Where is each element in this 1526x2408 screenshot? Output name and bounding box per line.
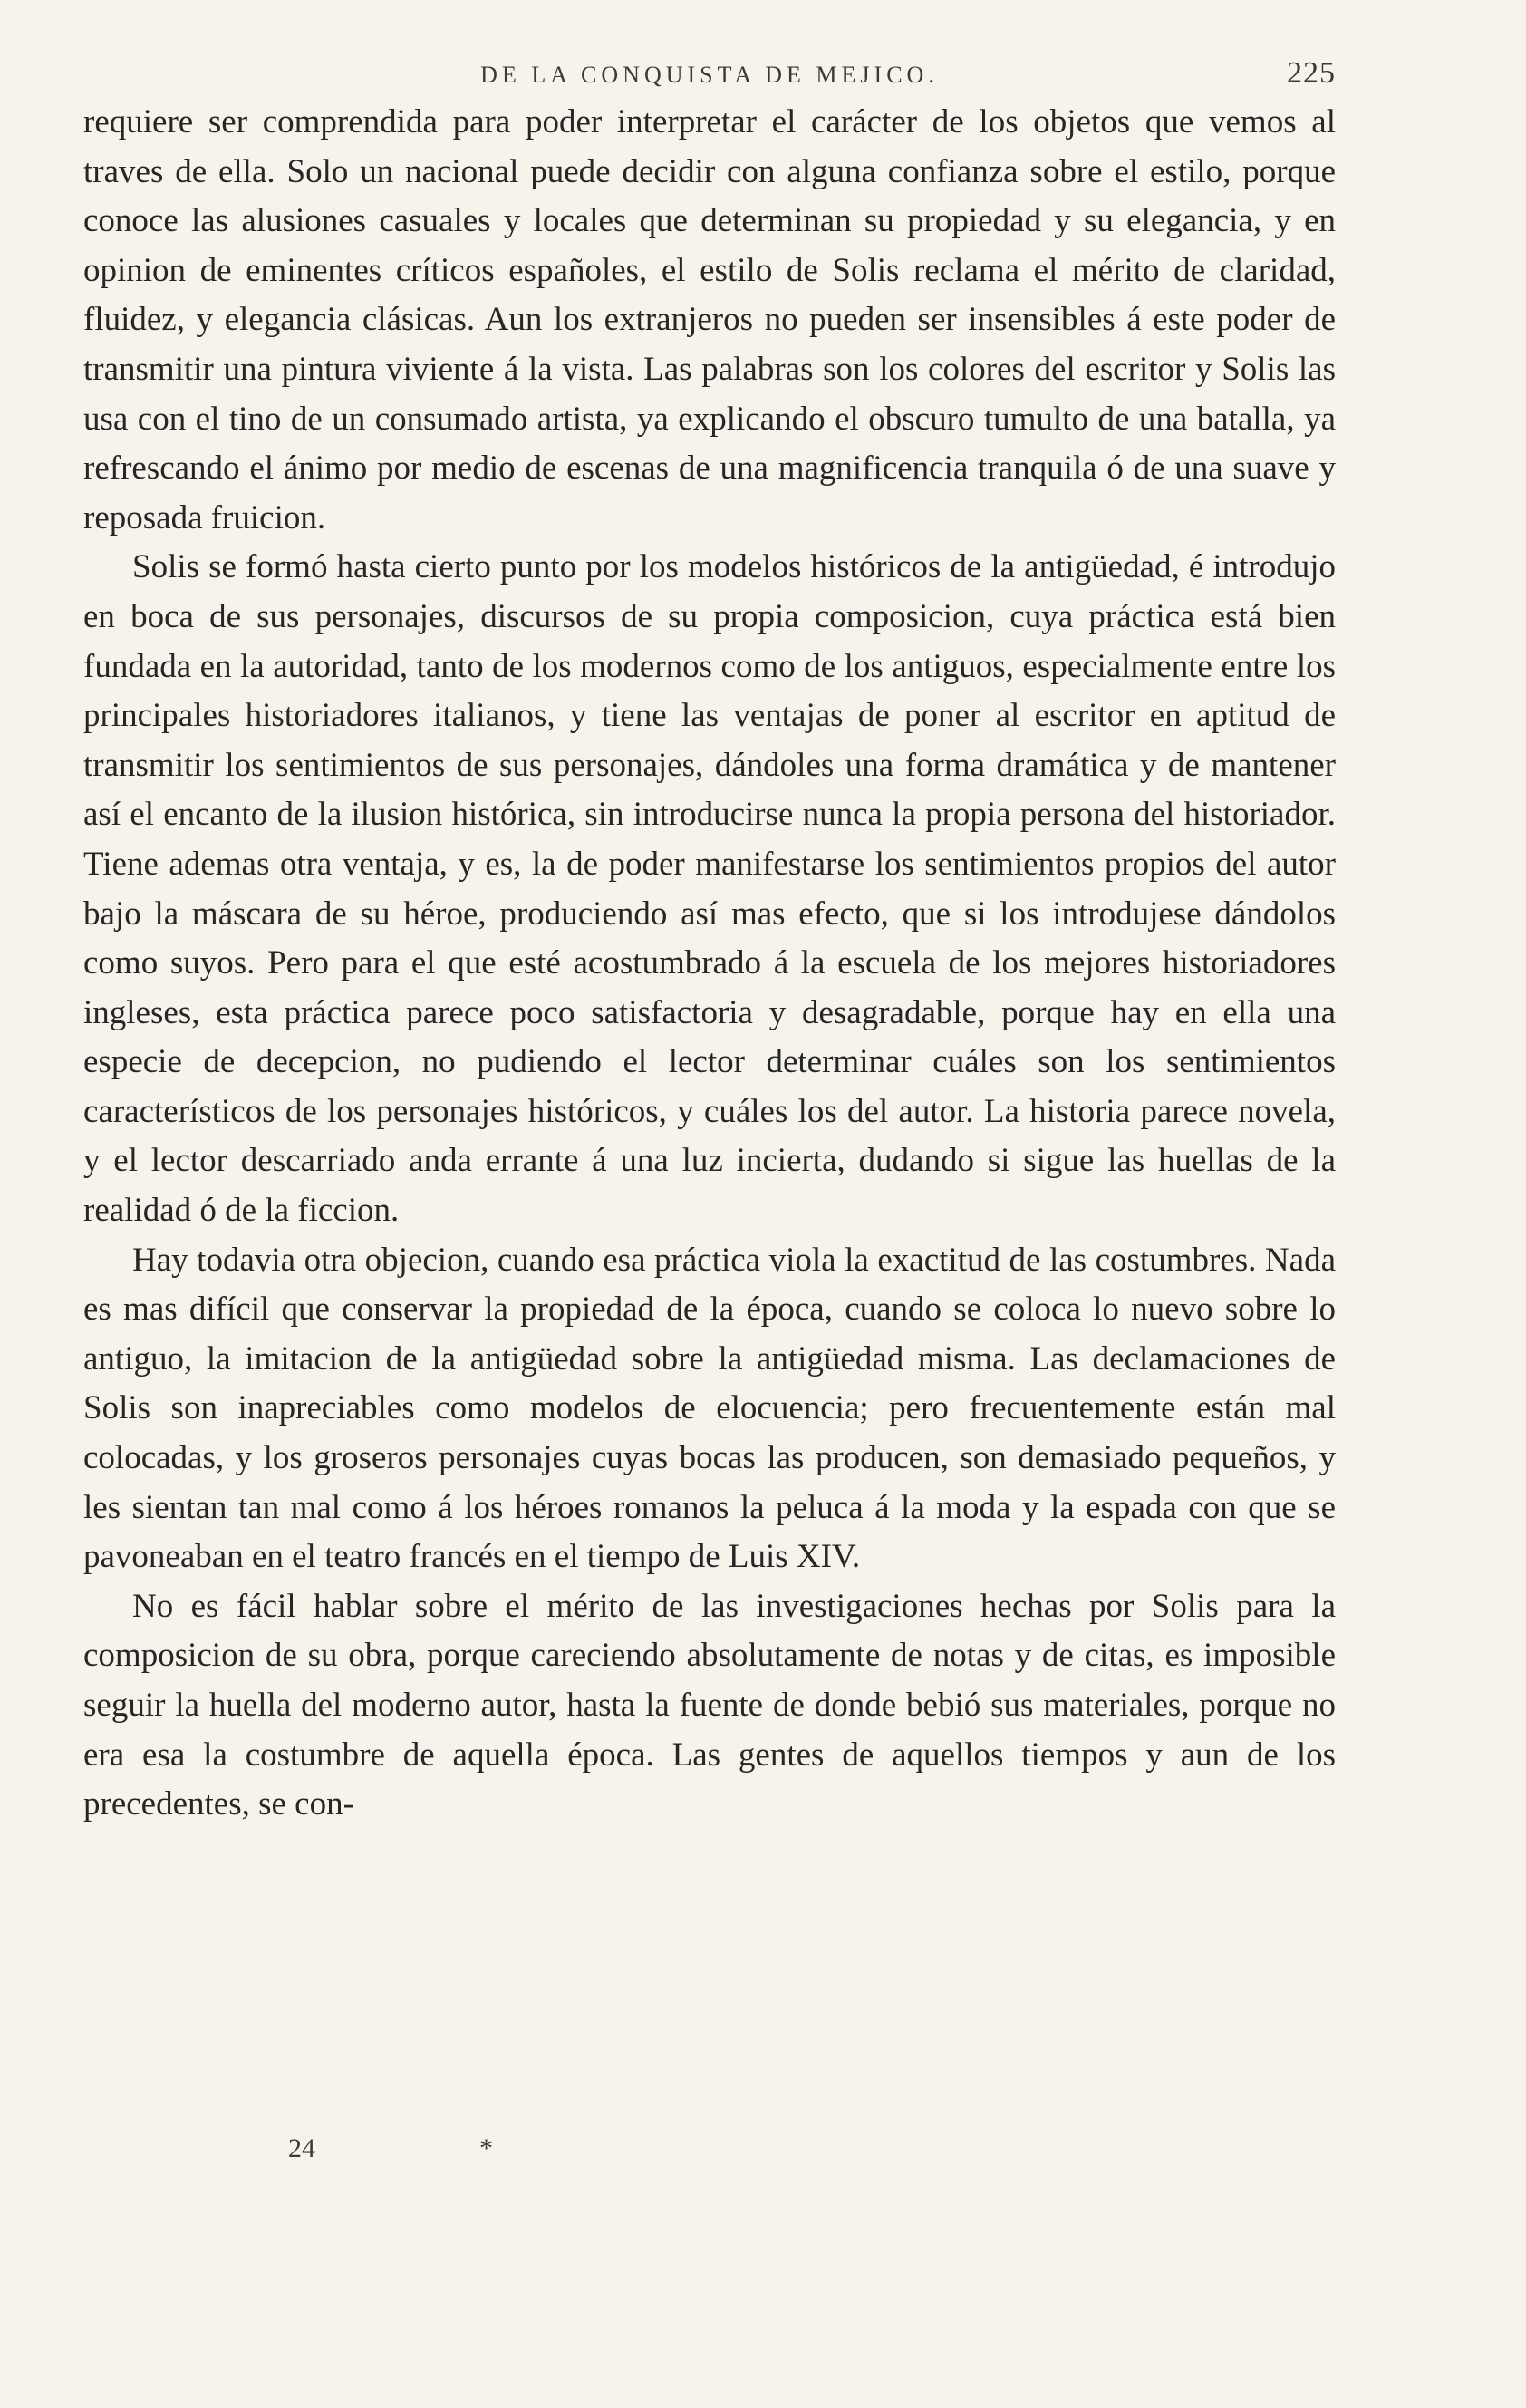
paragraph-continuation: requiere ser comprendida para poder interpretar el carácter de los objetos que vemos al traves de ella. Solo un nacional puede decidir con alguna confianza sobre el estilo, porque conoce las alusiones casuales y locales que determinan su propiedad y su elegancia, y en opinion de eminentes críticos españoles, el estilo de Solis reclama el mérito de claridad, fluidez, y elegancia clásicas. Aun los extranjeros no pueden ser insensibles á este poder de transmitir una pintura viviente á la vista. Las palabras son los colores del escritor y Solis las usa con el tino de un consumado artista, ya explicando el obscuro tumulto de una batalla, ya refrescando el ánimo por medio de escenas de una magnificencia tranquila ó de una suave y reposada fruicion.: [83, 103, 1336, 537]
signature-mark: *: [479, 2133, 493, 2163]
paragraph: Hay todavia otra objecion, cuando esa práctica viola la exactitud de las costumbres. Nada es mas difícil que conservar la propiedad de la época, cuando se coloca lo nuevo sobre lo antiguo, la imitacion de la antigüedad sobre la antigüedad misma. Las declamaciones de Solis son inapreciables como modelos de elocuencia; pero frecuentemente están mal colocadas, y los groseros personajes cuyas bocas las producen, son demasiado pequeños, y les sientan tan mal como á los héroes romanos la peluca á la moda y la espada con que se pavoneaban en el teatro francés en el tiempo de Luis XIV.: [83, 1241, 1336, 1576]
running-head: [83, 56, 1336, 92]
body-text: [83, 98, 1336, 1830]
printer-signature: 24: [288, 2133, 315, 2163]
page-number: 225: [1287, 56, 1336, 90]
running-title: DE LA CONQUISTA DE MEJICO.: [480, 62, 939, 88]
paragraph: No es fácil hablar sobre el mérito de las investigaciones hechas por Solis para la composicion de su obra, porque careciendo absolutamente de notas y de citas, es imposible seguir la huella del moderno autor, hasta la fuente de donde bebió sus materiales, porque no era esa la costumbre de aquella época. Las gentes de aquellos tiempos y aun de los precedentes, se con-: [83, 1587, 1336, 1823]
page-footer: [83, 2133, 1336, 2179]
paragraph: Solis se formó hasta cierto punto por los modelos históricos de la antigüedad, é introdujo en boca de sus personajes, discursos de su propia composicion, cuya práctica está bien fundada en la autoridad, tanto de los modernos como de los antiguos, especialmente entre los principales historiadores italianos, y tiene las ventajas de poner al escritor en aptitud de transmitir los sentimientos de sus personajes, dándoles una forma dramática y de mantener así el encanto de la ilusion histórica, sin introducirse nunca la propia persona del historiador. Tiene ademas otra ventaja, y es, la de poder manifestarse los sentimientos propios del autor bajo la máscara de su héroe, produciendo así mas efecto, que si los introdujese dándolos como suyos. Pero para el que esté acostumbrado á la escuela de los mejores historiadores ingleses, esta práctica parece poco satisfactoria y desagradable, porque hay en ella una especie de decepcion, no pudiendo el lector determinar cuáles son los sentimientos característicos de los personajes históricos, y cuáles los del autor. La historia parece novela, y el lector descarriado anda errante á una luz incierta, dudando si sigue las huellas de la realidad ó de la ficcion.: [83, 548, 1336, 1230]
